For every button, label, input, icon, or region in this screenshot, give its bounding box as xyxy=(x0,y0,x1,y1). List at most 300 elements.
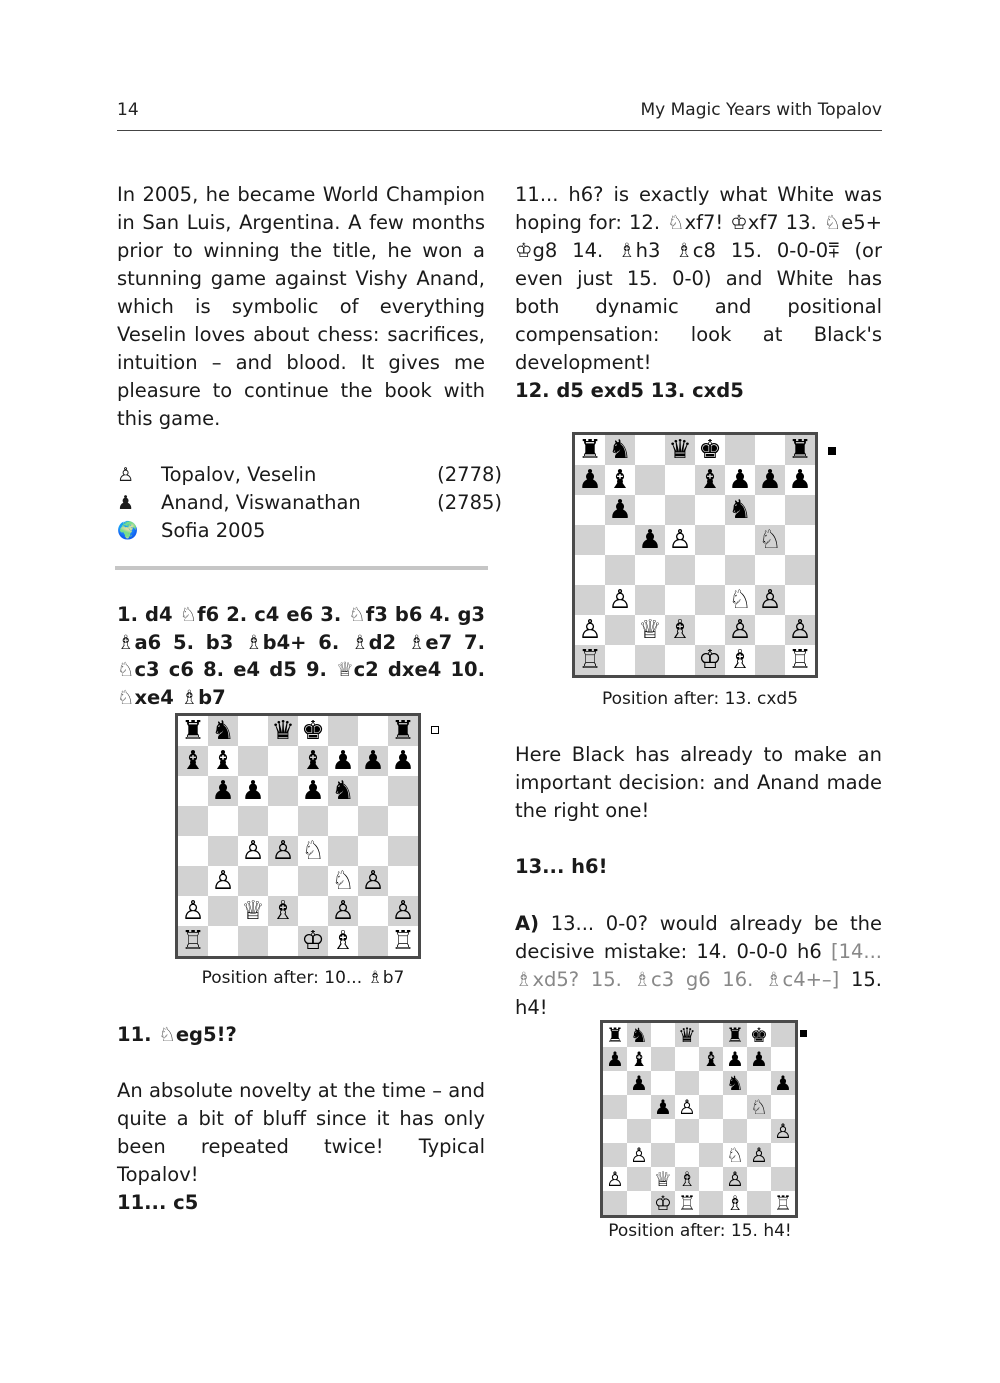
square-d6 xyxy=(268,776,298,806)
header-rule xyxy=(117,130,882,131)
square-h8 xyxy=(785,435,815,465)
white-pawn-icon: ♙ xyxy=(391,896,415,926)
variation-a-paragraph xyxy=(515,910,882,1022)
white-bishop-icon: ♗ xyxy=(728,645,752,675)
square-g6 xyxy=(755,495,785,525)
black-pawn-icon: ♟ xyxy=(774,1071,792,1095)
square-g2 xyxy=(755,615,785,645)
black-knight-icon: ♞ xyxy=(331,776,355,806)
square-d2 xyxy=(665,615,695,645)
square-h6 xyxy=(785,495,815,525)
square-d6 xyxy=(675,1071,699,1095)
square-h7 xyxy=(388,746,418,776)
square-e5 xyxy=(695,525,725,555)
black-bishop-icon: ♝ xyxy=(301,746,325,776)
square-d1 xyxy=(675,1191,699,1215)
square-a6 xyxy=(603,1071,627,1095)
black-bishop-icon: ♝ xyxy=(698,465,722,495)
white-knight-icon: ♘ xyxy=(331,866,355,896)
move-11b-heading: 11... c5 xyxy=(117,1191,199,1214)
square-f4 xyxy=(723,1119,747,1143)
black-to-move-marker xyxy=(828,447,836,455)
square-h1 xyxy=(785,645,815,675)
square-h5 xyxy=(771,1095,795,1119)
black-knight-icon: ♞ xyxy=(211,716,235,746)
square-d8 xyxy=(675,1023,699,1047)
white-pawn-icon: ♙ xyxy=(758,585,782,615)
square-f2 xyxy=(328,896,358,926)
white-pawn-icon: ♙ xyxy=(578,615,602,645)
square-c5 xyxy=(651,1095,675,1119)
square-e2 xyxy=(699,1167,723,1191)
square-a2 xyxy=(575,615,605,645)
square-g1 xyxy=(747,1191,771,1215)
black-queen-icon: ♛ xyxy=(678,1023,696,1047)
square-a8 xyxy=(178,716,208,746)
white-king-icon: ♔ xyxy=(654,1191,672,1215)
square-g1 xyxy=(755,645,785,675)
board-after-13-cxd5 xyxy=(572,432,818,678)
square-e7 xyxy=(695,465,725,495)
square-a8 xyxy=(575,435,605,465)
square-a1 xyxy=(603,1191,627,1215)
white-rook-icon: ♖ xyxy=(774,1191,792,1215)
variation-a-end: 15. h4! xyxy=(515,968,882,1019)
novelty-paragraph: An absolute novelty at the time – and quite a bit of bluff since it has only been repeated twice! Typical Topalov! xyxy=(117,1079,485,1186)
variation-a-text: 13... 0-0? would already be the decisive mistake: 14. 0-0-0 h6 xyxy=(515,912,882,963)
black-knight-icon: ♞ xyxy=(630,1023,648,1047)
square-d7 xyxy=(665,465,695,495)
white-pawn-icon: ♙ xyxy=(181,896,205,926)
square-c1 xyxy=(651,1191,675,1215)
black-rook-icon: ♜ xyxy=(606,1023,624,1047)
white-bishop-icon: ♗ xyxy=(271,896,295,926)
square-f5 xyxy=(725,525,755,555)
square-c7 xyxy=(635,465,665,495)
square-c5 xyxy=(635,525,665,555)
square-g7 xyxy=(358,746,388,776)
square-g8 xyxy=(747,1023,771,1047)
square-b4 xyxy=(627,1119,651,1143)
white-bishop-icon: ♗ xyxy=(678,1167,696,1191)
square-h4 xyxy=(388,836,418,866)
square-b3 xyxy=(627,1143,651,1167)
white-pawn-icon: ♙ xyxy=(774,1119,792,1143)
square-e7 xyxy=(699,1047,723,1071)
square-d4 xyxy=(268,836,298,866)
player-white-rating: (2778) xyxy=(437,463,502,486)
square-h8 xyxy=(771,1023,795,1047)
square-c6 xyxy=(238,776,268,806)
square-d5 xyxy=(268,806,298,836)
black-queen-icon: ♛ xyxy=(271,716,295,746)
black-rook-icon: ♜ xyxy=(578,435,602,465)
black-pawn-icon: ♟ xyxy=(241,776,265,806)
move-13-heading: 13... h6! xyxy=(515,855,608,878)
book-title: My Magic Years with Topalov xyxy=(640,100,882,120)
white-pawn-icon: ♙ xyxy=(211,866,235,896)
black-bishop-icon: ♝ xyxy=(702,1047,720,1071)
square-d2 xyxy=(268,896,298,926)
player-white-row xyxy=(117,461,502,489)
square-g4 xyxy=(358,836,388,866)
white-queen-icon: ♕ xyxy=(654,1167,672,1191)
white-rook-icon: ♖ xyxy=(788,645,812,675)
square-d7 xyxy=(268,746,298,776)
square-f5 xyxy=(328,806,358,836)
square-a4 xyxy=(603,1119,627,1143)
square-b6 xyxy=(605,495,635,525)
square-c2 xyxy=(635,615,665,645)
square-g6 xyxy=(747,1071,771,1095)
square-e3 xyxy=(699,1143,723,1167)
square-b8 xyxy=(208,716,238,746)
square-a7 xyxy=(603,1047,627,1071)
square-f1 xyxy=(725,645,755,675)
square-e6 xyxy=(695,495,725,525)
square-b3 xyxy=(605,585,635,615)
white-king-icon: ♔ xyxy=(698,645,722,675)
move-11-heading: 11. ♘eg5!? xyxy=(117,1023,237,1046)
square-g3 xyxy=(747,1143,771,1167)
square-e8 xyxy=(298,716,328,746)
square-e3 xyxy=(695,585,725,615)
square-a5 xyxy=(575,525,605,555)
square-a8 xyxy=(603,1023,627,1047)
black-pawn-icon: ♟ xyxy=(630,1071,648,1095)
square-d8 xyxy=(665,435,695,465)
square-f6 xyxy=(328,776,358,806)
square-h1 xyxy=(388,926,418,956)
square-b6 xyxy=(208,776,238,806)
square-h2 xyxy=(771,1167,795,1191)
square-f1 xyxy=(328,926,358,956)
square-c7 xyxy=(651,1047,675,1071)
variation-a-subline: [14... ♗xd5? 15. ♗c3 g6 16. ♗c4+–] xyxy=(515,940,882,991)
square-b5 xyxy=(208,806,238,836)
black-pawn-icon: ♟ xyxy=(361,746,385,776)
black-pawn-icon: ♟ xyxy=(654,1095,672,1119)
white-bishop-icon: ♗ xyxy=(668,615,692,645)
square-g4 xyxy=(755,555,785,585)
black-bishop-icon: ♝ xyxy=(608,465,632,495)
square-d3 xyxy=(675,1143,699,1167)
white-pawn-icon: ♙ xyxy=(361,866,385,896)
square-c4 xyxy=(635,555,665,585)
square-b1 xyxy=(208,926,238,956)
black-pawn-icon: ♟ xyxy=(726,1047,744,1071)
square-b1 xyxy=(627,1191,651,1215)
square-f4 xyxy=(725,555,755,585)
square-a5 xyxy=(178,806,208,836)
black-rook-icon: ♜ xyxy=(788,435,812,465)
black-bishop-icon: ♝ xyxy=(630,1047,648,1071)
square-d1 xyxy=(665,645,695,675)
square-c4 xyxy=(651,1119,675,1143)
white-pawn-icon: ♙ xyxy=(668,525,692,555)
players-block xyxy=(117,461,502,545)
square-h7 xyxy=(771,1047,795,1071)
black-pawn-icon: ♟ xyxy=(606,1047,624,1071)
square-b6 xyxy=(627,1071,651,1095)
square-e2 xyxy=(695,615,725,645)
black-pawn-icon: ♟ xyxy=(301,776,325,806)
square-f8 xyxy=(725,435,755,465)
square-g7 xyxy=(755,465,785,495)
square-g4 xyxy=(747,1119,771,1143)
black-queen-icon: ♛ xyxy=(668,435,692,465)
black-knight-icon: ♞ xyxy=(608,435,632,465)
black-king-icon: ♚ xyxy=(698,435,722,465)
square-a2 xyxy=(603,1167,627,1191)
square-d3 xyxy=(665,585,695,615)
square-h4 xyxy=(771,1119,795,1143)
square-e8 xyxy=(699,1023,723,1047)
white-pawn-icon: ♙ xyxy=(726,1167,744,1191)
square-c7 xyxy=(238,746,268,776)
black-pawn-icon: ♟ xyxy=(608,495,632,525)
square-e4 xyxy=(695,555,725,585)
black-knight-icon: ♞ xyxy=(728,495,752,525)
square-f5 xyxy=(723,1095,747,1119)
square-f1 xyxy=(723,1191,747,1215)
square-a3 xyxy=(603,1143,627,1167)
black-pawn-icon: ♟ xyxy=(391,746,415,776)
square-b1 xyxy=(605,645,635,675)
square-g2 xyxy=(747,1167,771,1191)
square-c8 xyxy=(651,1023,675,1047)
square-b4 xyxy=(605,555,635,585)
square-e3 xyxy=(298,866,328,896)
square-e1 xyxy=(699,1191,723,1215)
square-g7 xyxy=(747,1047,771,1071)
square-c2 xyxy=(651,1167,675,1191)
white-pawn-icon: ♙ xyxy=(728,615,752,645)
square-c6 xyxy=(635,495,665,525)
square-a4 xyxy=(575,555,605,585)
square-g5 xyxy=(747,1095,771,1119)
square-e2 xyxy=(298,896,328,926)
square-c2 xyxy=(238,896,268,926)
square-g5 xyxy=(755,525,785,555)
black-king-icon: ♚ xyxy=(301,716,325,746)
white-to-move-marker xyxy=(431,726,439,734)
square-d6 xyxy=(665,495,695,525)
move-12-heading: 12. d5 exd5 13. cxd5 xyxy=(515,379,744,402)
variation-a-label: A) xyxy=(515,912,540,935)
player-black-row xyxy=(117,489,502,517)
square-h5 xyxy=(785,525,815,555)
black-bishop-icon: ♝ xyxy=(211,746,235,776)
black-king-icon: ♚ xyxy=(750,1023,768,1047)
white-pawn-icon: ♙ xyxy=(331,896,355,926)
square-e1 xyxy=(695,645,725,675)
square-d4 xyxy=(665,555,695,585)
player-white-name: Topalov, Veselin xyxy=(161,463,317,486)
white-queen-icon: ♕ xyxy=(638,615,662,645)
white-pawn-icon: ♙ xyxy=(608,585,632,615)
square-h5 xyxy=(388,806,418,836)
square-h3 xyxy=(771,1143,795,1167)
white-pawn-icon: ♙ xyxy=(241,836,265,866)
square-f7 xyxy=(725,465,755,495)
square-a1 xyxy=(575,645,605,675)
square-c1 xyxy=(635,645,665,675)
square-d7 xyxy=(675,1047,699,1071)
event-row xyxy=(117,517,502,545)
square-g2 xyxy=(358,896,388,926)
square-a7 xyxy=(178,746,208,776)
square-f8 xyxy=(723,1023,747,1047)
board-caption-1: Position after: 10... ♗b7 xyxy=(201,968,405,988)
black-pawn-icon: ♟ xyxy=(750,1047,768,1071)
white-pawn-icon: ♙ xyxy=(606,1167,624,1191)
white-knight-icon: ♘ xyxy=(758,525,782,555)
decision-paragraph: Here Black has already to make an important decision: and Anand made the right one! xyxy=(515,743,882,822)
square-h4 xyxy=(785,555,815,585)
white-rook-icon: ♖ xyxy=(678,1191,696,1215)
square-h1 xyxy=(771,1191,795,1215)
square-b8 xyxy=(627,1023,651,1047)
square-c6 xyxy=(651,1071,675,1095)
square-h3 xyxy=(388,866,418,896)
square-c8 xyxy=(635,435,665,465)
white-knight-icon: ♘ xyxy=(728,585,752,615)
black-pawn-icon: ♟ xyxy=(117,492,135,514)
square-g3 xyxy=(755,585,785,615)
square-g8 xyxy=(755,435,785,465)
square-h7 xyxy=(785,465,815,495)
square-d5 xyxy=(665,525,695,555)
square-g6 xyxy=(358,776,388,806)
square-d5 xyxy=(675,1095,699,1119)
square-h2 xyxy=(388,896,418,926)
white-knight-icon: ♘ xyxy=(750,1095,768,1119)
square-f4 xyxy=(328,836,358,866)
board-caption-3: Position after: 15. h4! xyxy=(608,1221,792,1241)
square-b7 xyxy=(627,1047,651,1071)
square-c4 xyxy=(238,836,268,866)
square-f3 xyxy=(723,1143,747,1167)
black-pawn-icon: ♟ xyxy=(758,465,782,495)
black-rook-icon: ♜ xyxy=(391,716,415,746)
square-a3 xyxy=(178,866,208,896)
square-c3 xyxy=(238,866,268,896)
player-black-rating: (2785) xyxy=(437,491,502,514)
black-pawn-icon: ♟ xyxy=(638,525,662,555)
square-a4 xyxy=(178,836,208,866)
board-caption-2: Position after: 13. cxd5 xyxy=(601,689,799,709)
square-d8 xyxy=(268,716,298,746)
square-e6 xyxy=(699,1071,723,1095)
square-c3 xyxy=(635,585,665,615)
square-f2 xyxy=(723,1167,747,1191)
event-name: Sofia 2005 xyxy=(161,519,266,542)
square-e8 xyxy=(695,435,725,465)
square-e1 xyxy=(298,926,328,956)
square-c8 xyxy=(238,716,268,746)
player-black-name: Anand, Viswanathan xyxy=(161,491,361,514)
intro-paragraph: In 2005, he became World Champion in San Luis, Argentina. A few months prior to winning the title, he won a stunning game against Vishy Anand, which is symbolic of everything Veselin loves about chess: sacrifices, intuition – and blood. It gives me pleasure to continue the book with this game. xyxy=(117,183,485,430)
white-pawn-icon: ♙ xyxy=(788,615,812,645)
h6-analysis-paragraph: 11... h6? is exactly what White was hoping for: 12. ♘xf7! ♔xf7 13. ♘e5+ ♔g8 14. ♗h3 ♗c8 15. 0-0-0⩱ (or even just 15. 0-0) and White has both dynamic and positional compensation: look at Black's development! xyxy=(515,183,882,374)
white-pawn-icon: ♙ xyxy=(678,1095,696,1119)
square-b2 xyxy=(208,896,238,926)
black-bishop-icon: ♝ xyxy=(181,746,205,776)
square-h3 xyxy=(785,585,815,615)
board-after-15-h4 xyxy=(600,1020,798,1218)
white-knight-icon: ♘ xyxy=(301,836,325,866)
square-d4 xyxy=(675,1119,699,1143)
square-b5 xyxy=(605,525,635,555)
white-rook-icon: ♖ xyxy=(181,926,205,956)
square-e6 xyxy=(298,776,328,806)
square-f2 xyxy=(725,615,755,645)
page-number: 14 xyxy=(117,100,139,120)
white-pawn-icon: ♙ xyxy=(271,836,295,866)
black-rook-icon: ♜ xyxy=(726,1023,744,1047)
white-rook-icon: ♖ xyxy=(391,926,415,956)
square-g8 xyxy=(358,716,388,746)
black-pawn-icon: ♟ xyxy=(331,746,355,776)
black-pawn-icon: ♟ xyxy=(211,776,235,806)
white-pawn-icon: ♙ xyxy=(117,464,135,486)
black-knight-icon: ♞ xyxy=(726,1071,744,1095)
board-after-10-bb7 xyxy=(175,713,421,959)
square-a5 xyxy=(603,1095,627,1119)
white-pawn-icon: ♙ xyxy=(750,1143,768,1167)
black-pawn-icon: ♟ xyxy=(728,465,752,495)
square-a2 xyxy=(178,896,208,926)
white-pawn-icon: ♙ xyxy=(630,1143,648,1167)
square-f6 xyxy=(723,1071,747,1095)
square-b5 xyxy=(627,1095,651,1119)
opening-moves: 1. d4 ♘f6 2. c4 e6 3. ♘f3 b6 4. g3 ♗a6 5. b3 ♗b4+ 6. ♗d2 ♗e7 7. ♘c3 c6 8. e4 d5 9. ♕c2 dxe4 10. ♘xe4 ♗b7 xyxy=(117,603,485,709)
square-e5 xyxy=(298,806,328,836)
globe-icon: 🌍 xyxy=(117,521,139,541)
square-f8 xyxy=(328,716,358,746)
square-a1 xyxy=(178,926,208,956)
white-rook-icon: ♖ xyxy=(578,645,602,675)
square-a6 xyxy=(575,495,605,525)
square-d2 xyxy=(675,1167,699,1191)
square-c1 xyxy=(238,926,268,956)
square-h6 xyxy=(388,776,418,806)
square-f3 xyxy=(725,585,755,615)
square-e4 xyxy=(298,836,328,866)
square-c5 xyxy=(238,806,268,836)
square-a6 xyxy=(178,776,208,806)
white-knight-icon: ♘ xyxy=(726,1143,744,1167)
square-b4 xyxy=(208,836,238,866)
square-c3 xyxy=(651,1143,675,1167)
square-b7 xyxy=(605,465,635,495)
square-e7 xyxy=(298,746,328,776)
square-h6 xyxy=(771,1071,795,1095)
square-g5 xyxy=(358,806,388,836)
white-bishop-icon: ♗ xyxy=(331,926,355,956)
white-queen-icon: ♕ xyxy=(241,896,265,926)
square-d1 xyxy=(268,926,298,956)
black-rook-icon: ♜ xyxy=(181,716,205,746)
black-pawn-icon: ♟ xyxy=(788,465,812,495)
white-bishop-icon: ♗ xyxy=(726,1191,744,1215)
square-a7 xyxy=(575,465,605,495)
square-f7 xyxy=(723,1047,747,1071)
square-b2 xyxy=(605,615,635,645)
square-b3 xyxy=(208,866,238,896)
square-b2 xyxy=(627,1167,651,1191)
